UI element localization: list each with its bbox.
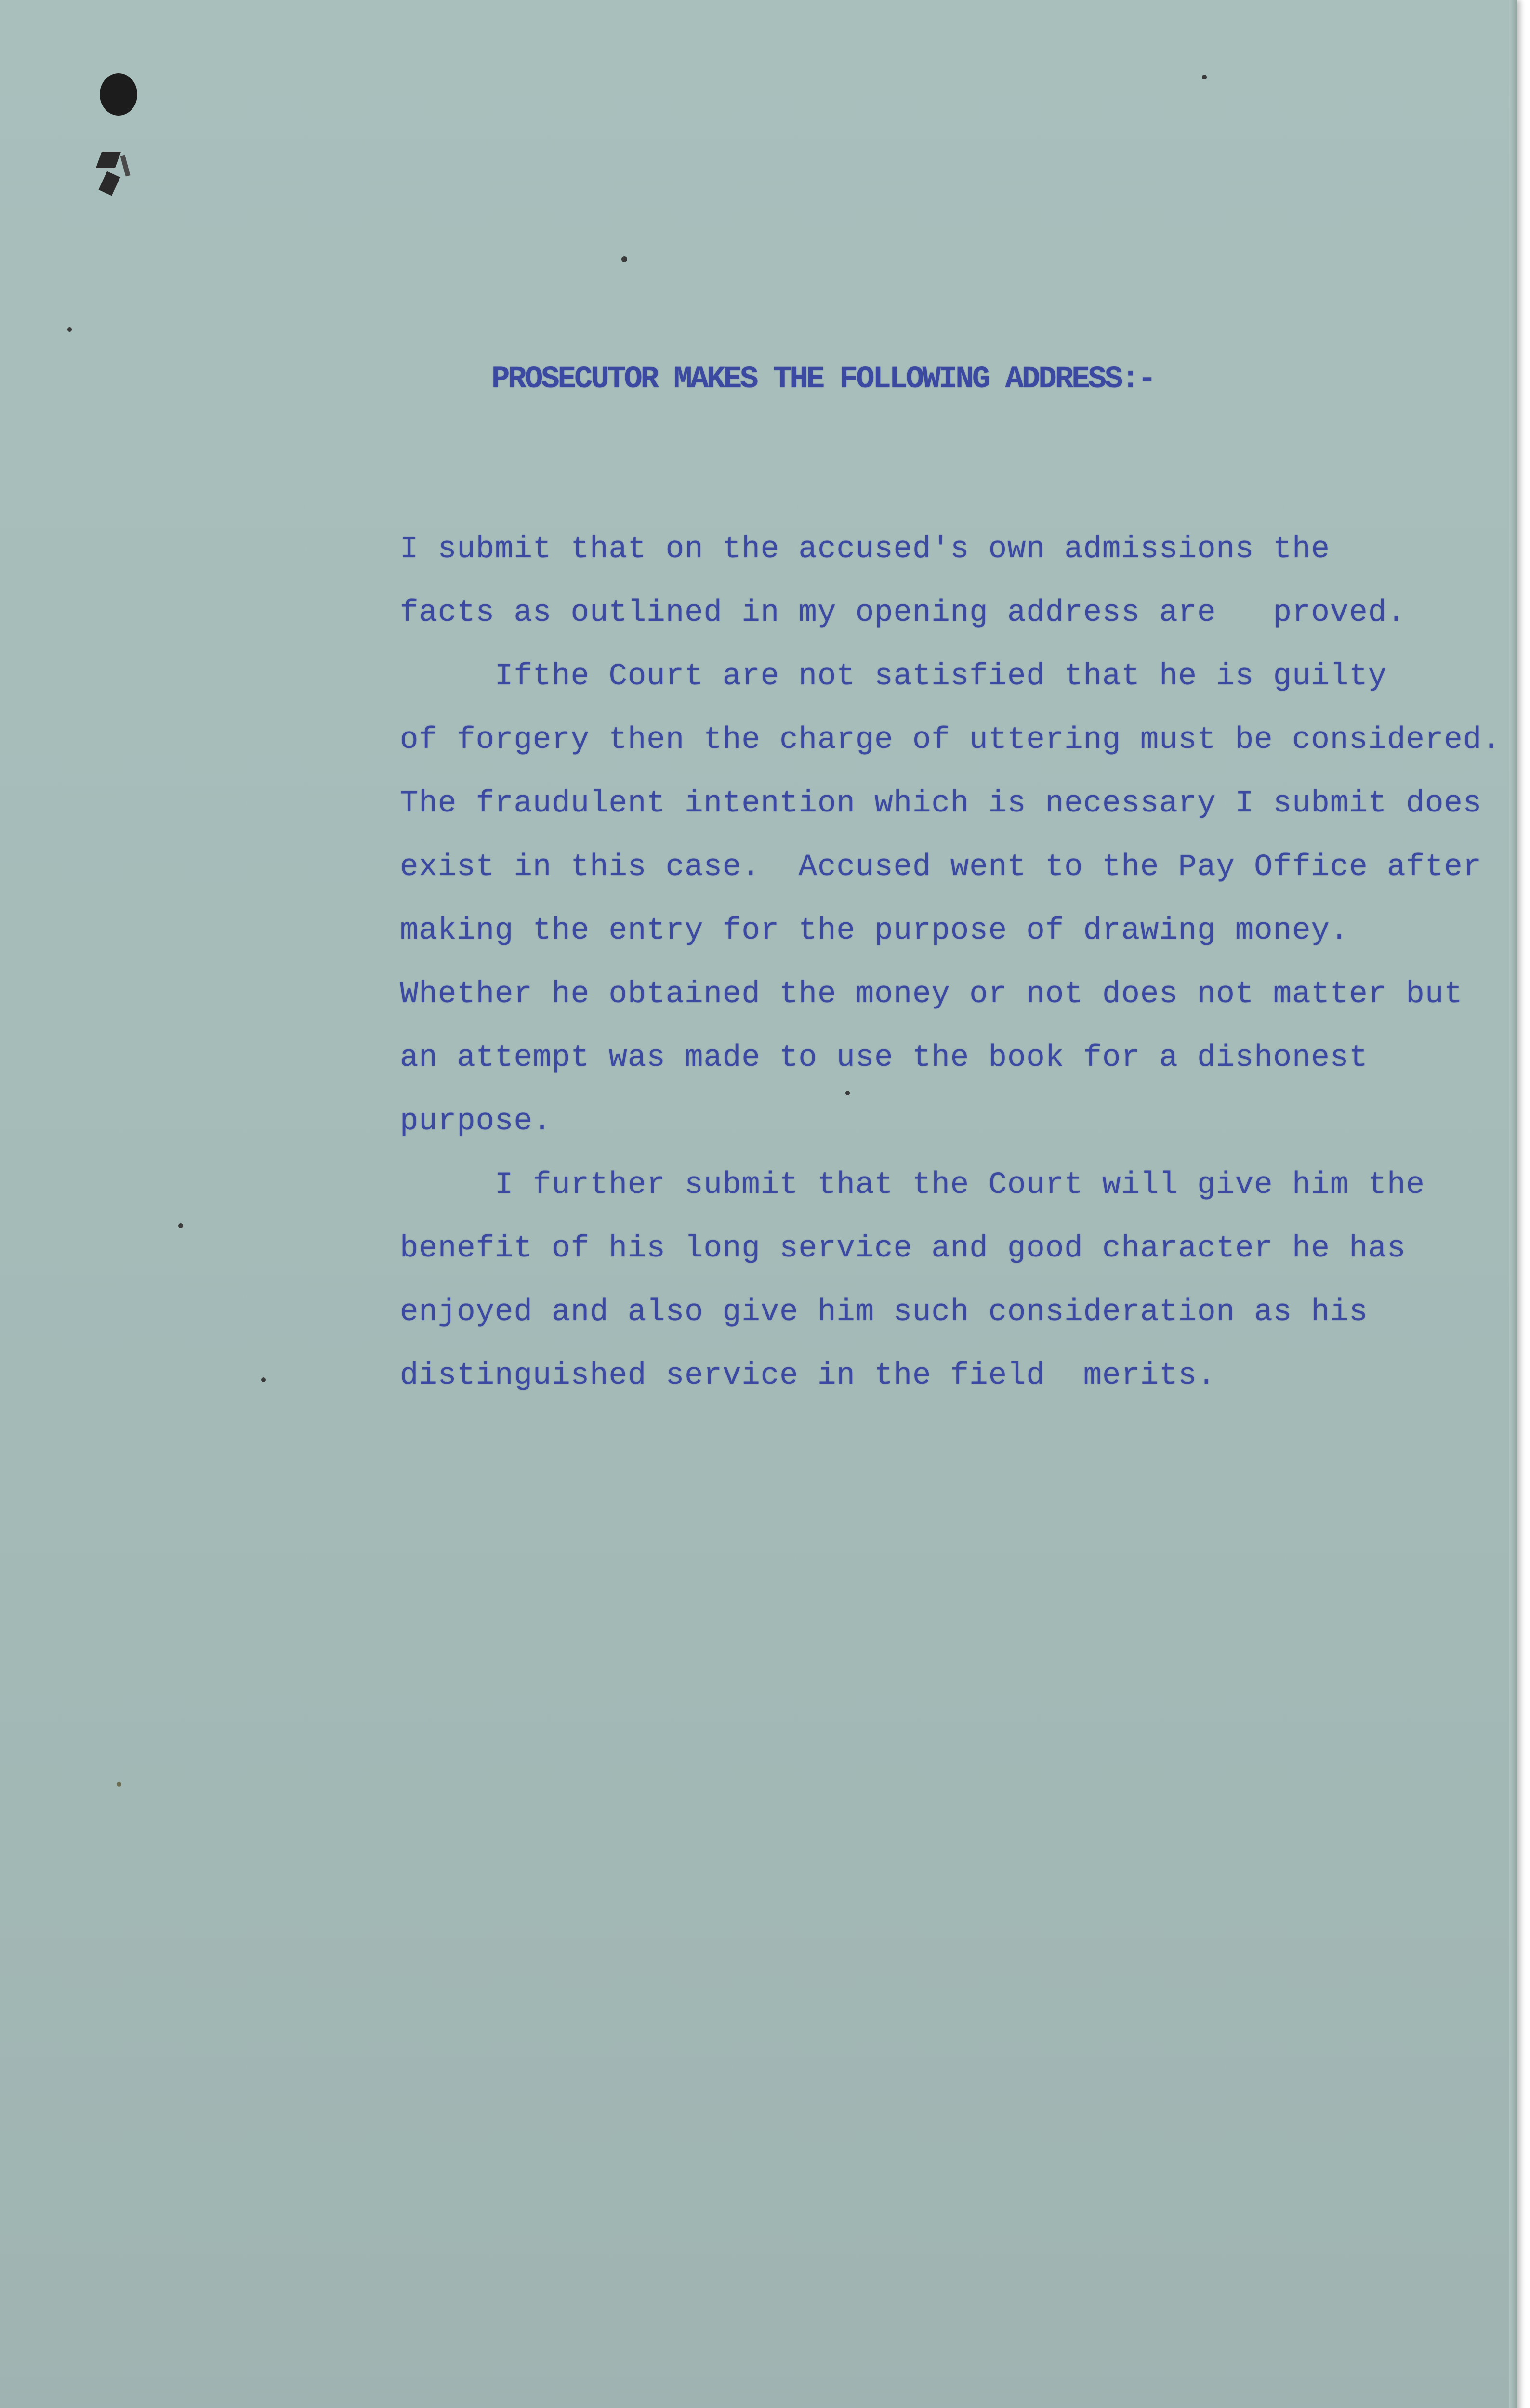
document-heading: PROSECUTOR MAKES THE FOLLOWING ADDRESS:- — [491, 362, 1155, 397]
body-line: I submit that on the accused's own admissions the — [400, 532, 1330, 567]
body-line: I further submit that the Court will give him the — [400, 1168, 1425, 1203]
paper-speck — [178, 1223, 183, 1228]
body-line: benefit of his long service and good character he has — [400, 1231, 1406, 1266]
paper-speck — [1202, 75, 1207, 79]
body-line: The fraudulent intention which is necessary I submit does — [400, 786, 1482, 821]
document-body — [400, 518, 1508, 1408]
body-line: purpose. — [400, 1104, 552, 1139]
paper-speck — [67, 327, 72, 332]
body-line: of forgery then the charge of uttering must be considered. — [400, 723, 1501, 758]
body-line: Ifthe Court are not satisfied that he is guilty — [400, 659, 1387, 694]
body-line: an attempt was made to use the book for a dishonest — [400, 1041, 1368, 1075]
body-line: making the entry for the purpose of drawing money. — [400, 914, 1349, 948]
body-line: enjoyed and also give him such consideration as his — [400, 1295, 1368, 1330]
body-line: distinguished service in the field merits. — [400, 1359, 1216, 1393]
body-line: Whether he obtained the money or not does not matter but — [400, 977, 1463, 1012]
corner-ink-mark — [120, 155, 130, 176]
paper-speck — [117, 1782, 121, 1787]
body-line: facts as outlined in my opening address are proved. — [400, 596, 1406, 630]
paper-speck — [261, 1377, 266, 1382]
corner-ink-mark — [96, 152, 121, 168]
paper-speck — [621, 256, 627, 262]
corner-ink-mark — [99, 171, 120, 196]
punch-hole — [100, 73, 137, 116]
body-line: exist in this case. Accused went to the Pay Office after — [400, 850, 1482, 885]
sheet-edge — [1509, 0, 1517, 2408]
